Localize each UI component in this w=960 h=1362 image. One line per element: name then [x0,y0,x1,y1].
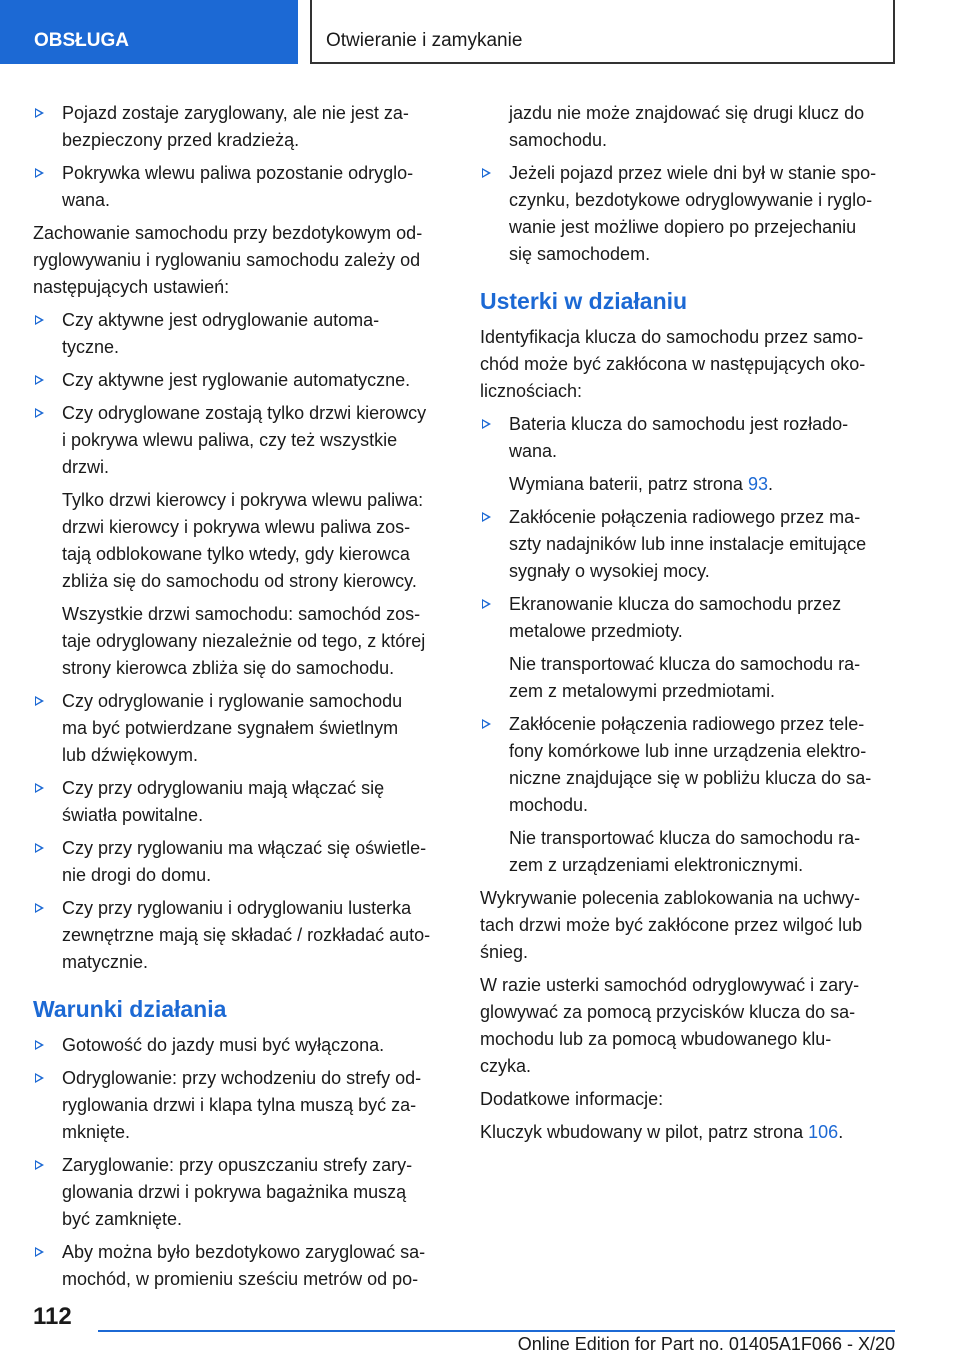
triangle-bullet-icon [35,168,44,178]
page-link-106[interactable]: 106 [808,1122,839,1142]
section-heading: Usterki w działaniu [480,288,688,314]
triangle-bullet-icon [35,783,44,793]
list-item: Odryglowanie: przy wchodzeniu do strefy od- ryglowania drzwi i klapa tylna muszą być za- mknięte. [33,1065,448,1146]
triangle-bullet-icon [35,696,44,706]
edition-footer: Online Edition for Part no. 01405A1F066 - X/20 [517,1334,895,1354]
triangle-bullet-icon [35,315,44,325]
triangle-bullet-icon [482,719,491,729]
paragraph: Wykrywanie polecenia zablokowania na uchwy- tach drzwi może być zakłócone przez wilgoć lub śnieg. [480,888,863,962]
sub-paragraph: Wszystkie drzwi samochodu: samochód zos- taje odryglowany niezależnie od tego, z której strony kierowca zbliża się do samochodu. [62,604,426,678]
list-item: Ekranowanie klucza do samochodu przez metalowe przedmioty. [480,591,895,645]
sub-paragraph: Nie transportować klucza do samochodu ra- zem z urządzeniami elektronicznymi. [509,828,861,875]
paragraph: Dodatkowe informacje: [480,1089,664,1109]
triangle-bullet-icon [35,1160,44,1170]
triangle-bullet-icon [35,1073,44,1083]
triangle-bullet-icon [482,512,491,522]
list-item: Zakłócenie połączenia radiowego przez ma- szty nadajników lub inne instalacje emitujące sygnały o wysokiej mocy. [480,504,895,585]
list-item: Czy odryglowanie i ryglowanie samochodu ma być potwierdzane sygnałem świetlnym lub dźwiękowym. [33,688,448,769]
list-item: Zaryglowanie: przy opuszczaniu strefy zary- glowania drzwi i pokrywa bagażnika muszą być zamknięte. [33,1152,448,1233]
paragraph: W razie usterki samochód odryglowywać i zary- glowywać za pomocą przycisków klucza do sa- mochodu lub za pomocą wbudowanego klu- czyka. [480,975,860,1076]
triangle-bullet-icon [35,1247,44,1257]
section-heading: Warunki działania [33,996,227,1022]
paragraph: Identyfikacja klucza do samochodu przez samo- chód może być zakłócona w następujących oko- licznościach: [480,327,866,401]
triangle-bullet-icon [482,419,491,429]
page-number: 112 [33,1303,72,1330]
list-item: Czy przy ryglowaniu i odryglowaniu lusterka zewnętrzne mają się składać / rozkładać auto- matycznie. [33,895,448,976]
list-item: Jeżeli pojazd przez wiele dni był w stanie spo- czynku, bezdotykowe odryglowywanie i ryglo- wanie jest możliwe dopiero po przejechaniu się samochodem. [480,160,895,268]
list-item: Bateria klucza do samochodu jest rozłado- wana. [480,411,895,465]
triangle-bullet-icon [482,168,491,178]
list-item: Zakłócenie połączenia radiowego przez tele- fony komórkowe lub inne urządzenia elektro- niczne znajdujące się w pobliżu klucza do sa- mochodu. [480,711,895,819]
list-item: Czy aktywne jest odryglowanie automa- tyczne. [33,307,448,361]
paragraph: Zachowanie samochodu przy bezdotykowym od- ryglowywaniu i ryglowaniu samochodu zależy od następujących ustawień: [33,223,423,297]
section-tab: OBSŁUGA [0,0,298,64]
list-item: Czy odryglowane zostają tylko drzwi kierowcy i pokrywa wlewu paliwa, czy też wszystkie drzwi. [33,400,448,481]
triangle-bullet-icon [35,108,44,118]
triangle-bullet-icon [35,375,44,385]
list-item: Gotowość do jazdy musi być wyłączona. [33,1032,448,1059]
left-column [33,100,448,1299]
list-item: Pojazd zostaje zaryglowany, ale nie jest za- bezpieczony przed kradzieżą. [33,100,448,154]
list-item: Czy aktywne jest ryglowanie automatyczne. [33,367,448,394]
list-item: Pokrywka wlewu paliwa pozostanie odryglo- wana. [33,160,448,214]
page-link-93[interactable]: 93 [747,474,768,494]
triangle-bullet-icon [35,1040,44,1050]
footer-divider [98,1330,895,1332]
list-item: Czy przy odryglowaniu mają włączać się światła powitalne. [33,775,448,829]
chapter-title: Otwieranie i zamykanie [310,0,895,64]
page-header [0,0,960,66]
triangle-bullet-icon [35,408,44,418]
list-item-continuation: jazdu nie może znajdować się drugi klucz do samochodu. [509,103,865,150]
paragraph: Kluczyk wbudowany w pilot, patrz strona 106. [480,1122,844,1142]
sub-paragraph: Nie transportować klucza do samochodu ra- zem z metalowymi przedmiotami. [509,654,861,701]
triangle-bullet-icon [35,843,44,853]
sub-paragraph: Tylko drzwi kierowcy i pokrywa wlewu paliwa: drzwi kierowcy i pokrywa wlewu paliwa zos- tają odblokowane tylko wtedy, gdy kierowca zbliża się do samochodu od strony kierowcy. [62,490,424,591]
triangle-bullet-icon [482,599,491,609]
sub-paragraph: Wymiana baterii, patrz strona 93. [509,474,773,494]
triangle-bullet-icon [35,903,44,913]
right-column [480,100,895,1152]
list-item: Aby można było bezdotykowo zaryglować sa- mochód, w promieniu sześciu metrów od po- [33,1239,448,1293]
list-item: Czy przy ryglowaniu ma włączać się oświetle- nie drogi do domu. [33,835,448,889]
